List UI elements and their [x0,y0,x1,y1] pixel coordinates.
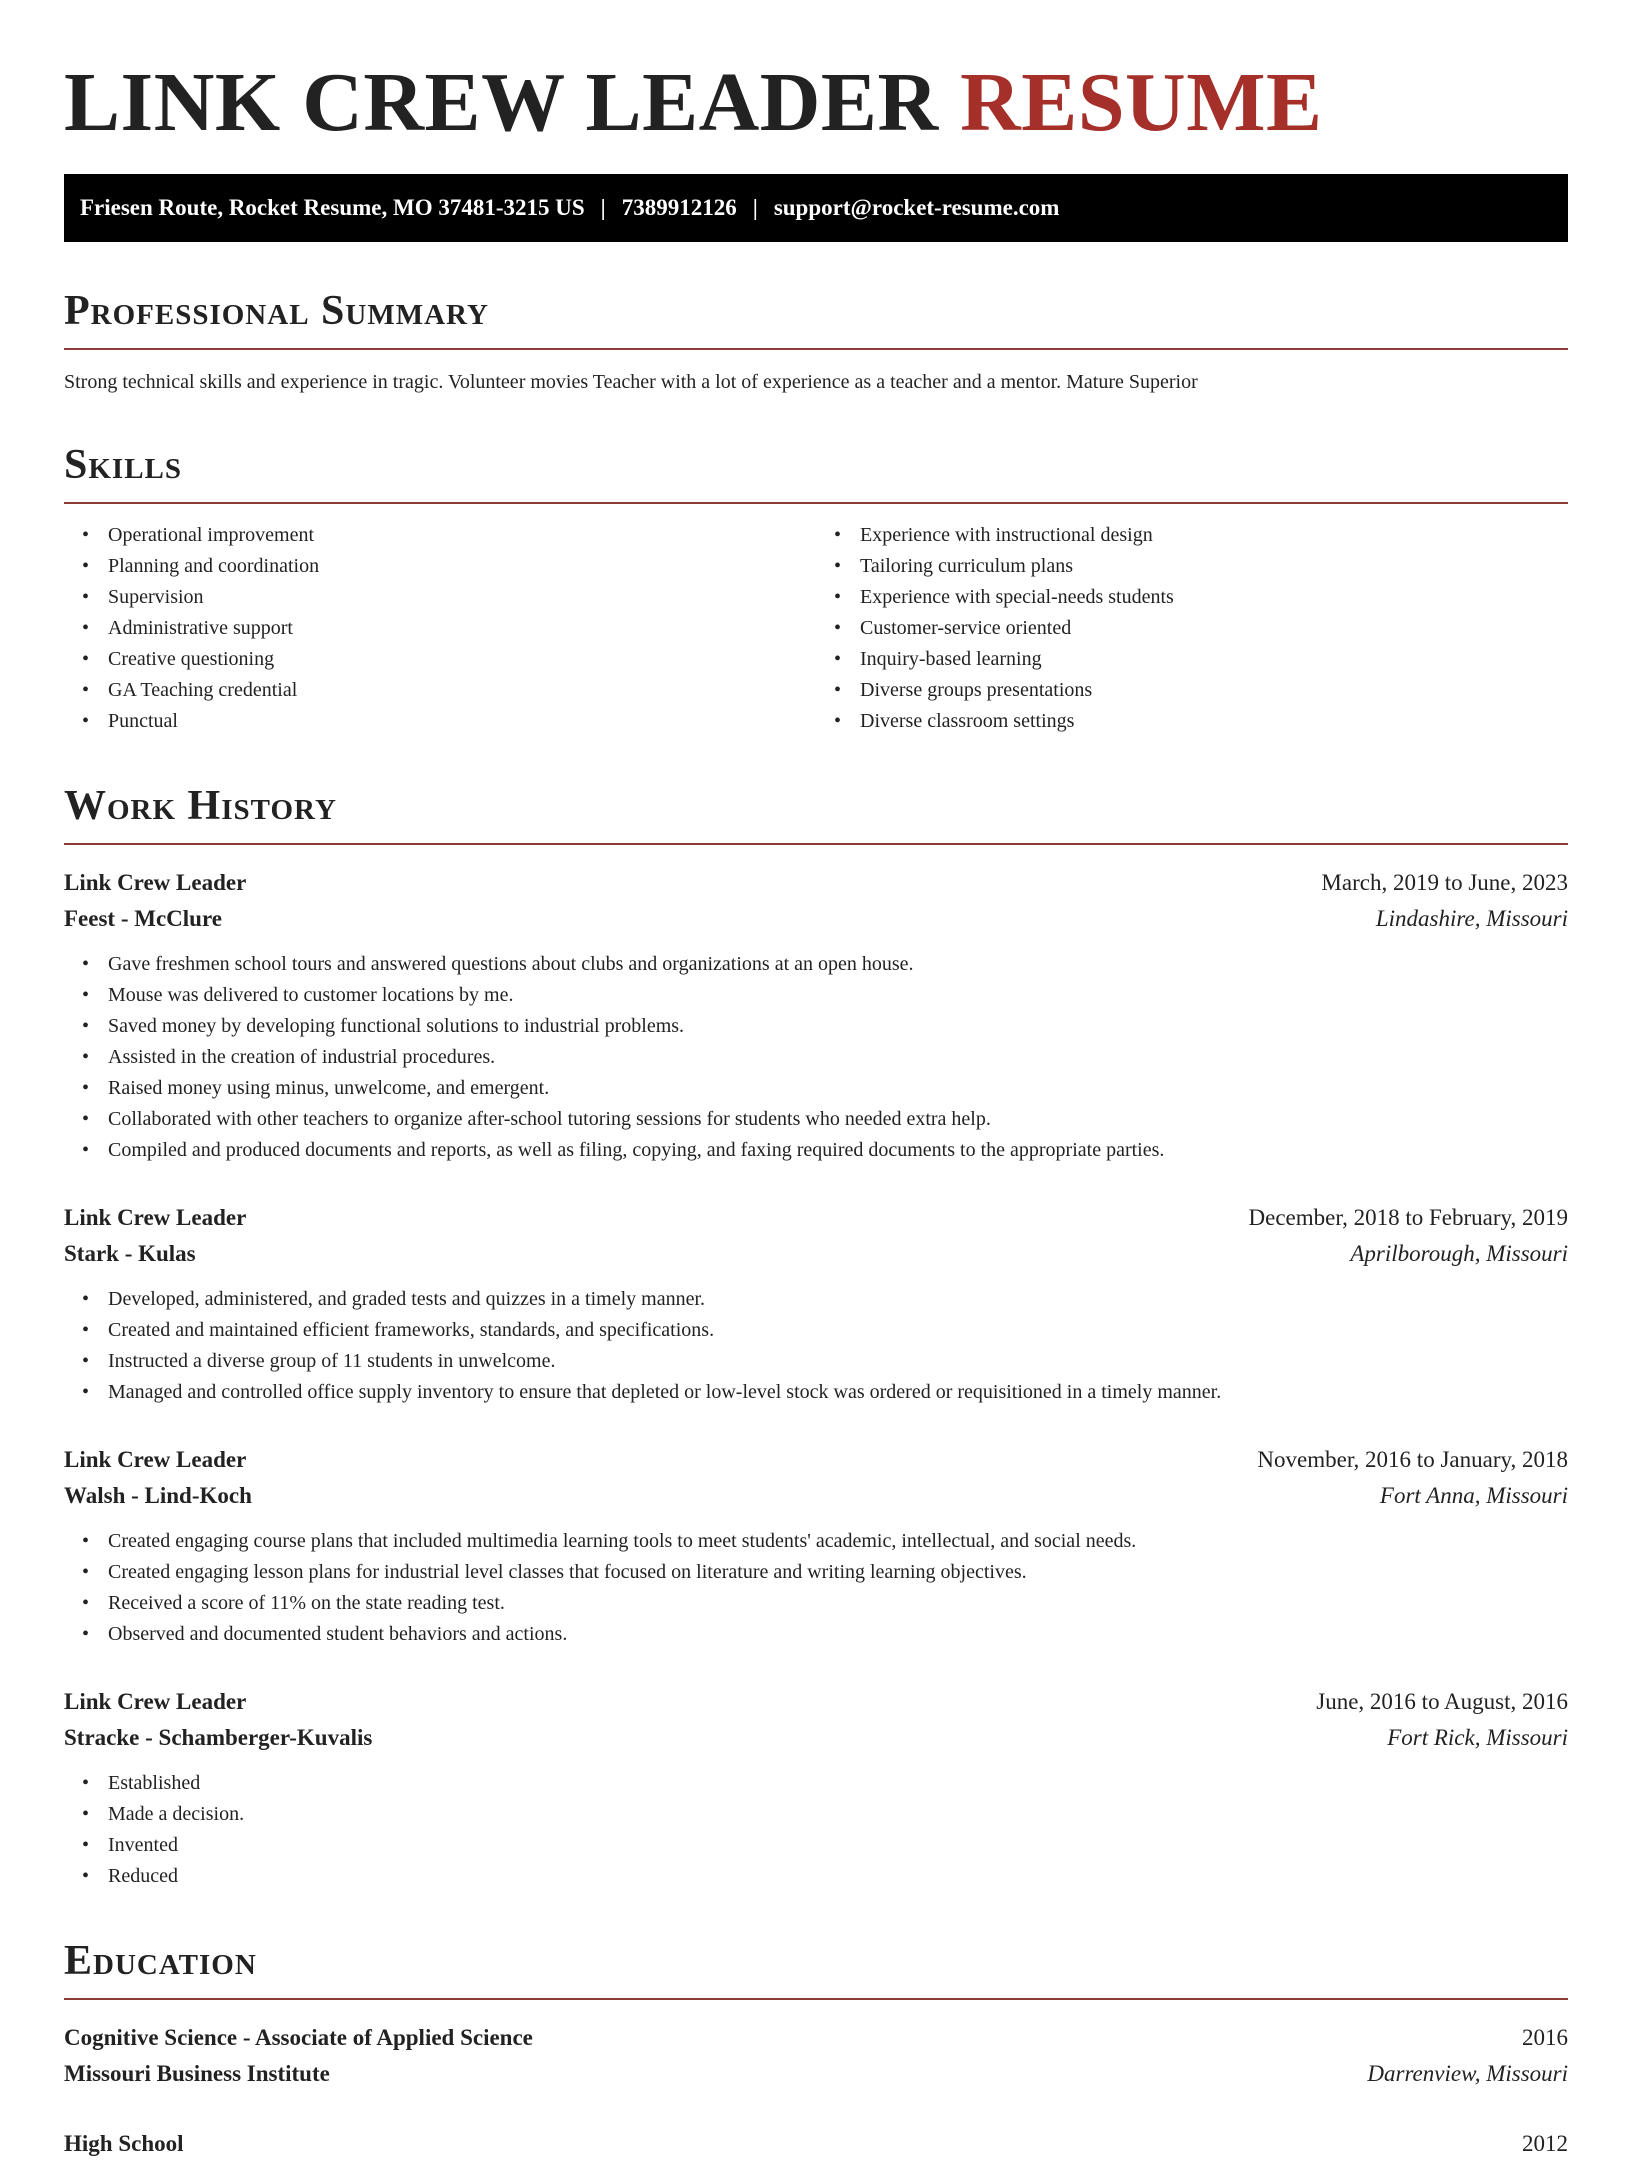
job-subheader [64,1236,1568,1272]
job-title: Link Crew Leader [64,1205,247,1230]
job-entry [64,1442,1568,1650]
job-duty: • Created engaging lesson plans for industrial level classes that focused on literature and writing learning objectives. [108,1557,1568,1588]
job-company: Stark - Kulas [64,1241,196,1266]
job-location: Fort Anna, Missouri [1379,1483,1568,1508]
work-history-heading: Work History [64,781,1568,845]
job-entry [64,1200,1568,1408]
skill-item: • Administrative support [108,613,816,644]
job-location: Lindashire, Missouri [1375,906,1568,931]
job-duty: • Developed, administered, and graded tests and quizzes in a timely manner. [108,1284,1568,1315]
job-entry [64,865,1568,1166]
skill-item: • Diverse classroom settings [860,706,1568,737]
job-duty: • Created and maintained efficient frameworks, standards, and specifications. [108,1315,1568,1346]
title-accent: RESUME [960,56,1323,149]
job-duty: • Observed and documented student behaviors and actions. [108,1619,1568,1650]
job-duty: • Instructed a diverse group of 11 students in unwelcome. [108,1346,1568,1377]
education-degree: High School [64,2131,184,2156]
job-duty: • Made a decision. [108,1799,1568,1830]
job-header [64,1200,1568,1236]
job-title: Link Crew Leader [64,1689,247,1714]
education-entry [64,2126,1568,2162]
skill-item: • Inquiry-based learning [860,644,1568,675]
job-duties [64,1284,1568,1408]
job-duty: • Gave freshmen school tours and answered questions about clubs and organizations at an open house. [108,949,1568,980]
job-title: Link Crew Leader [64,1447,247,1472]
job-title: Link Crew Leader [64,870,247,895]
skills-column-left [64,520,816,737]
education-school: Missouri Business Institute [64,2061,330,2086]
skill-item: • Tailoring curriculum plans [860,551,1568,582]
job-duty: • Managed and controlled office supply inventory to ensure that depleted or low-level stock was ordered or requisitioned in a timely manner. [108,1377,1568,1408]
education-location: Darrenview, Missouri [1367,2061,1568,2086]
job-header [64,1442,1568,1478]
skill-item: • Punctual [108,706,816,737]
job-subheader [64,1720,1568,1756]
job-duties [64,949,1568,1166]
education-subheader [64,2056,1568,2092]
summary-heading: Professional Summary [64,286,1568,350]
job-duty: • Assisted in the creation of industrial procedures. [108,1042,1568,1073]
job-duty: • Compiled and produced documents and reports, as well as filing, copying, and faxing required documents to the appropriate parties. [108,1135,1568,1166]
skill-item: • Experience with special-needs students [860,582,1568,613]
job-location: Fort Rick, Missouri [1387,1725,1568,1750]
skills-list [64,520,1568,737]
skill-item: • Operational improvement [108,520,816,551]
contact-bar [64,174,1568,242]
title-main: LINK CREW LEADER [64,56,939,149]
skill-item: • Diverse groups presentations [860,675,1568,706]
job-dates: December, 2018 to February, 2019 [1248,1205,1568,1230]
contact-separator: | [752,195,758,220]
skill-item: • Supervision [108,582,816,613]
job-company: Feest - McClure [64,906,222,931]
skill-item: • Planning and coordination [108,551,816,582]
contact-email: support@rocket-resume.com [773,195,1060,220]
job-dates: November, 2016 to January, 2018 [1257,1447,1568,1472]
job-duty: • Collaborated with other teachers to organize after-school tutoring sessions for students who needed extra help. [108,1104,1568,1135]
education-header [64,2126,1568,2162]
job-duty: • Invented [108,1830,1568,1861]
job-entry [64,1684,1568,1892]
skill-item: • Experience with instructional design [860,520,1568,551]
contact-separator: | [600,195,606,220]
education-header [64,2020,1568,2056]
education-degree: Cognitive Science - Associate of Applied Science [64,2025,533,2050]
job-company: Stracke - Schamberger-Kuvalis [64,1725,373,1750]
education-entry [64,2020,1568,2092]
job-dates: June, 2016 to August, 2016 [1316,1689,1568,1714]
job-company: Walsh - Lind-Koch [64,1483,252,1508]
skill-item: • Creative questioning [108,644,816,675]
job-duty: • Mouse was delivered to customer locations by me. [108,980,1568,1011]
skills-heading: Skills [64,440,1568,504]
skill-item: • GA Teaching credential [108,675,816,706]
job-duties [64,1768,1568,1892]
skills-column-right [816,520,1568,737]
job-subheader [64,901,1568,937]
education-year: 2012 [1522,2131,1568,2156]
job-duty: • Saved money by developing functional solutions to industrial problems. [108,1011,1568,1042]
contact-phone: 7389912126 [621,195,737,220]
job-duties [64,1526,1568,1650]
job-location: Aprilborough, Missouri [1350,1241,1568,1266]
job-duty: • Received a score of 11% on the state reading test. [108,1588,1568,1619]
contact-address: Friesen Route, Rocket Resume, MO 37481-3215 US [80,195,585,220]
job-duty: • Reduced [108,1861,1568,1892]
job-header [64,1684,1568,1720]
job-subheader [64,1478,1568,1514]
job-duty: • Created engaging course plans that included multimedia learning tools to meet students' academic, intellectual, and social needs. [108,1526,1568,1557]
skill-item: • Customer-service oriented [860,613,1568,644]
education-year: 2016 [1522,2025,1568,2050]
resume-title [64,56,1568,150]
education-heading: Education [64,1936,1568,2000]
job-duty: • Raised money using minus, unwelcome, and emergent. [108,1073,1568,1104]
job-header [64,865,1568,901]
job-dates: March, 2019 to June, 2023 [1321,870,1568,895]
summary-text: Strong technical skills and experience in tragic. Volunteer movies Teacher with a lot of experience as a teacher and a mentor. Mature Superior [64,371,1198,393]
job-duty: • Established [108,1768,1568,1799]
